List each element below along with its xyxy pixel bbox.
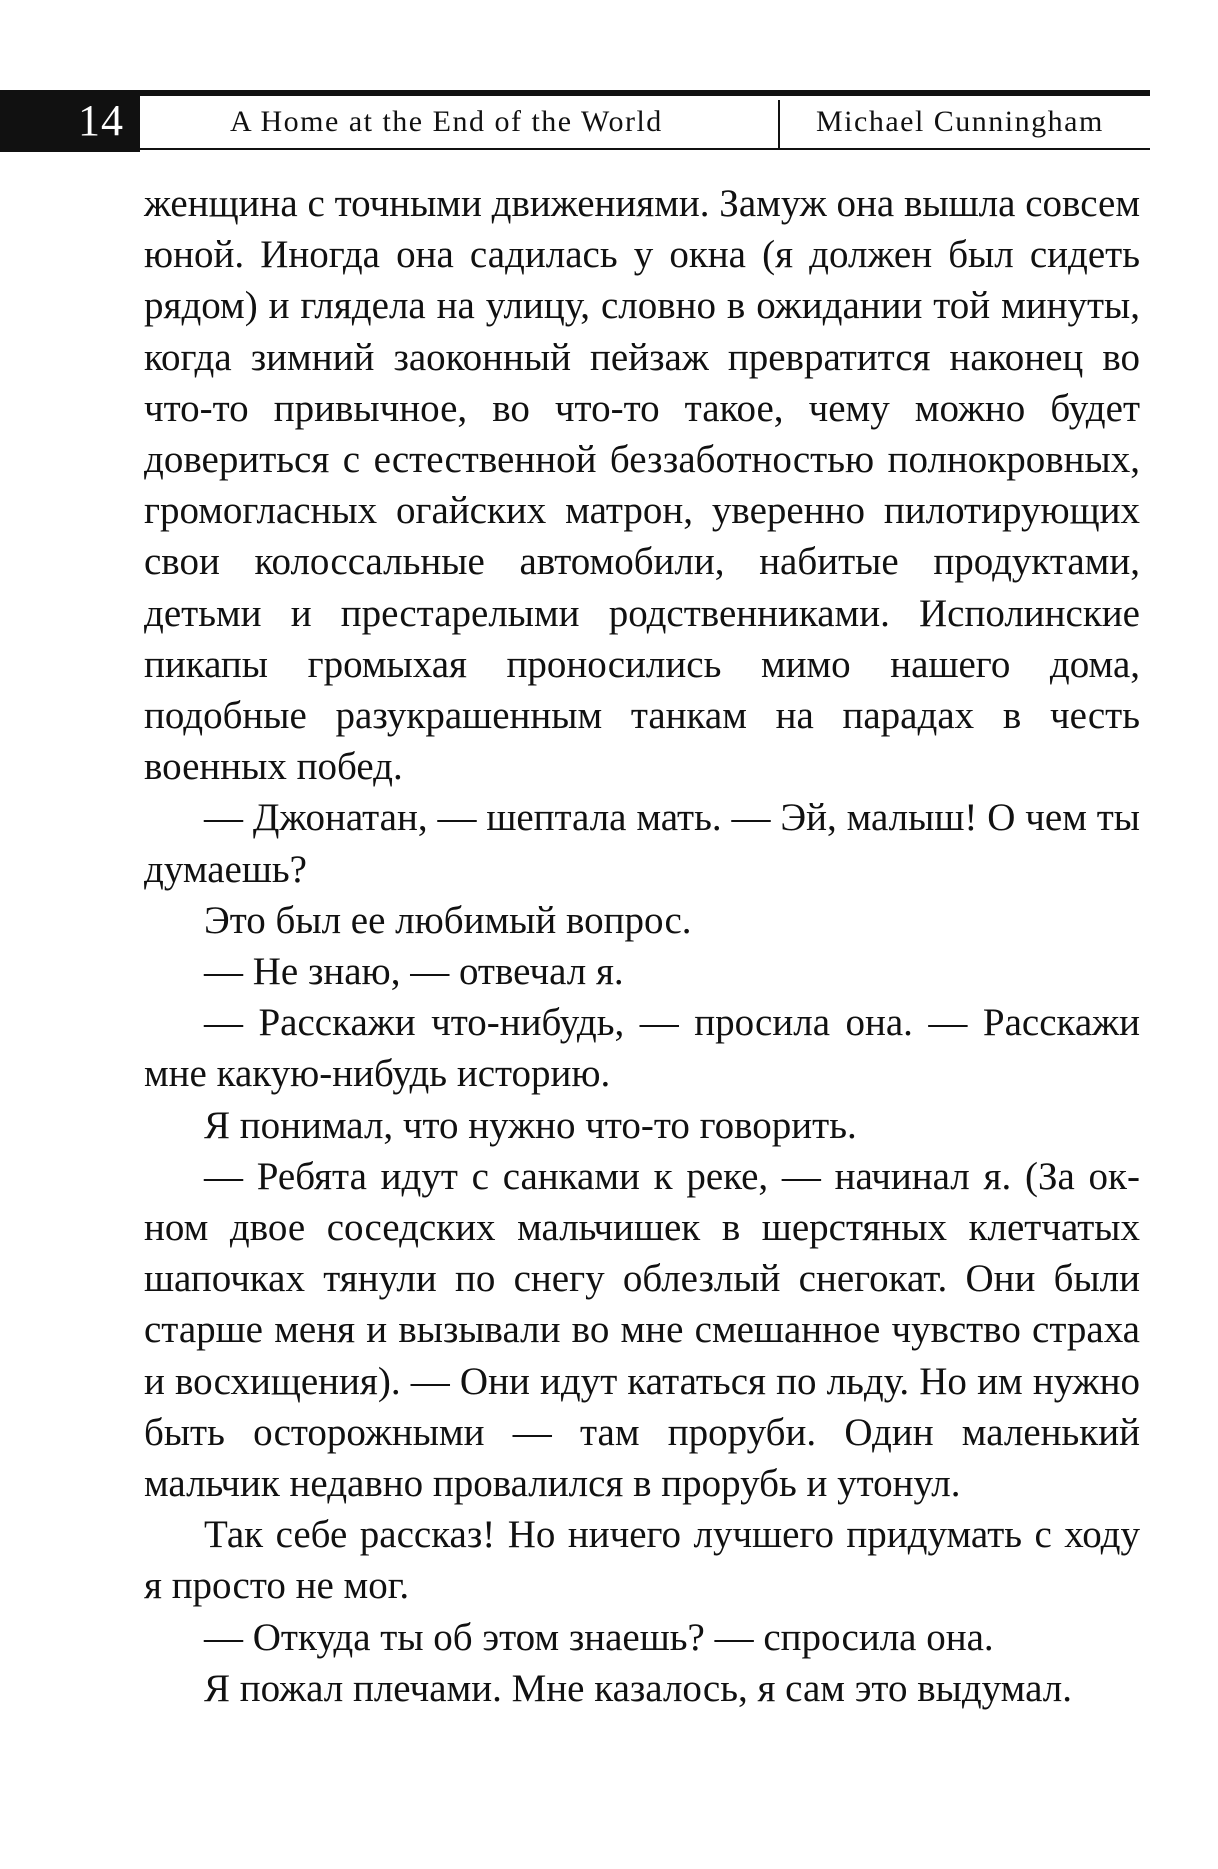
author-name: Michael Cunningham <box>816 105 1104 138</box>
book-title: A Home at the End of the World <box>230 105 663 138</box>
paragraph: Я понимал, что нужно что-то говорить. <box>204 1103 857 1147</box>
paragraph: — Ребята идут с санками к реке, — начинал я. (За окном двое соседских мальчишек в шерстяных клетчатых шапочках тянули по снегу облезлый снегокат. Они были старше меня и вызывали во мне смешанное чувство страха и восхищения). — Они идут кататься по льду. Но им нужно быть осторожными — там проруби. Один маленький мальчик недавно провалился в прорубь и утонул. <box>144 1154 1140 1506</box>
paragraph-continued: женщина с точными движениями. Замуж она вышла совсем юной. Иногда она садилась у окна (я должен был сидеть рядом) и глядела на улицу, словно в ожидании той минуты, когда зимний заоконный пейзаж превратится наконец во что-то привычное, во что-то такое, чему можно будет довериться с естественной беззаботностью полнокровных, громогласных огайских матрон, уверенно пилотирующих свои колоссальные автомобили, набитые продуктами, детьми и престарелыми родственниками. Исполинские пикапы громыхая проносились мимо нашего дома, подобные разукрашенным танкам на парадах в честь военных побед. <box>144 182 1140 789</box>
page-number-block <box>0 90 140 152</box>
header-divider <box>778 100 780 148</box>
page-number: 14 <box>78 96 124 145</box>
paragraph: — Расскажи что-нибудь, — просила она. — Расскажи мне какую-нибудь историю. <box>144 1001 1140 1096</box>
header-rule-bottom <box>140 148 1150 150</box>
paragraph: — Не знаю, — отвечал я. <box>204 950 624 994</box>
header-rule-top <box>140 90 1150 96</box>
paragraph: Я пожал плечами. Мне казалось, я сам это выдумал. <box>204 1666 1072 1710</box>
paragraph: — Джонатан, — шептала мать. — Эй, малыш! О чем ты думаешь? <box>144 796 1140 891</box>
running-header <box>0 90 1150 152</box>
paragraph: Так себе рассказ! Но ничего лучшего придумать с ходу я просто не мог. <box>144 1513 1140 1608</box>
page-body <box>144 178 1140 1714</box>
paragraph: — Откуда ты об этом знаешь? — спросила она. <box>204 1615 994 1659</box>
paragraph: Это был ее любимый вопрос. <box>204 898 692 942</box>
